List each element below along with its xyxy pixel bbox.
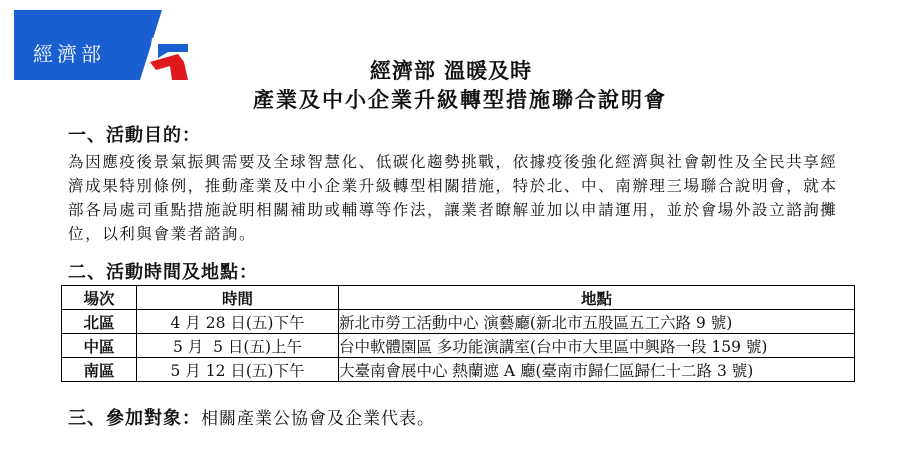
section3-text: 相關產業公協會及企業代表。 (201, 409, 435, 429)
page-title-line2: 產業及中小企業升級轉型措施聯合說明會 (253, 87, 667, 112)
session-cell: 中區 (62, 334, 137, 358)
location-cell: 台中軟體園區 多功能演講室(台中市大里區中興路一段 159 號) (339, 334, 855, 358)
section3 (68, 404, 435, 430)
section2-heading: 二、活動時間及地點： (68, 262, 258, 283)
table-row (62, 310, 855, 334)
table-row (62, 334, 855, 358)
location-cell: 大臺南會展中心 熱蘭遮 A 廳(臺南市歸仁區歸仁十二路 3 號) (339, 358, 855, 382)
table-header-time: 時間 (137, 286, 339, 310)
table-header-row (62, 286, 855, 310)
time-cell: 5 月 5 日(五)上午 (137, 334, 339, 358)
logo-text: 經濟部 (33, 42, 105, 66)
section1-heading: 一、活動目的： (68, 125, 201, 146)
location-cell: 新北市勞工活動中心 演藝廳(新北市五股區五工六路 9 號) (339, 310, 855, 334)
session-cell: 北區 (62, 310, 137, 334)
table-header-location: 地點 (339, 286, 855, 310)
section3-heading: 三、參加對象： (68, 408, 201, 429)
table-row (62, 358, 855, 382)
section1-body: 為因應疫後景氣振興需要及全球智慧化、低碳化趨勢挑戰，依據疫後強化經濟與社會韌性及全民共享經濟成果特別條例，推動產業及中小企業升級轉型相關措施，特於北、中、南辦理三場聯合說明會，就本部各局處司重點措施說明相關補助或輔導等作法，讓業者瞭解並加以申請運用，並於會場外設立諮詢攤位，以利與會業者諮詢。 (68, 153, 838, 243)
schedule-table (61, 285, 855, 382)
table-header-session: 場次 (62, 286, 137, 310)
time-cell: 5 月 12 日(五)下午 (137, 358, 339, 382)
time-cell: 4 月 28 日(五)下午 (137, 310, 339, 334)
page-title-line1: 經濟部 溫暖及時 (369, 58, 533, 83)
session-cell: 南區 (62, 358, 137, 382)
